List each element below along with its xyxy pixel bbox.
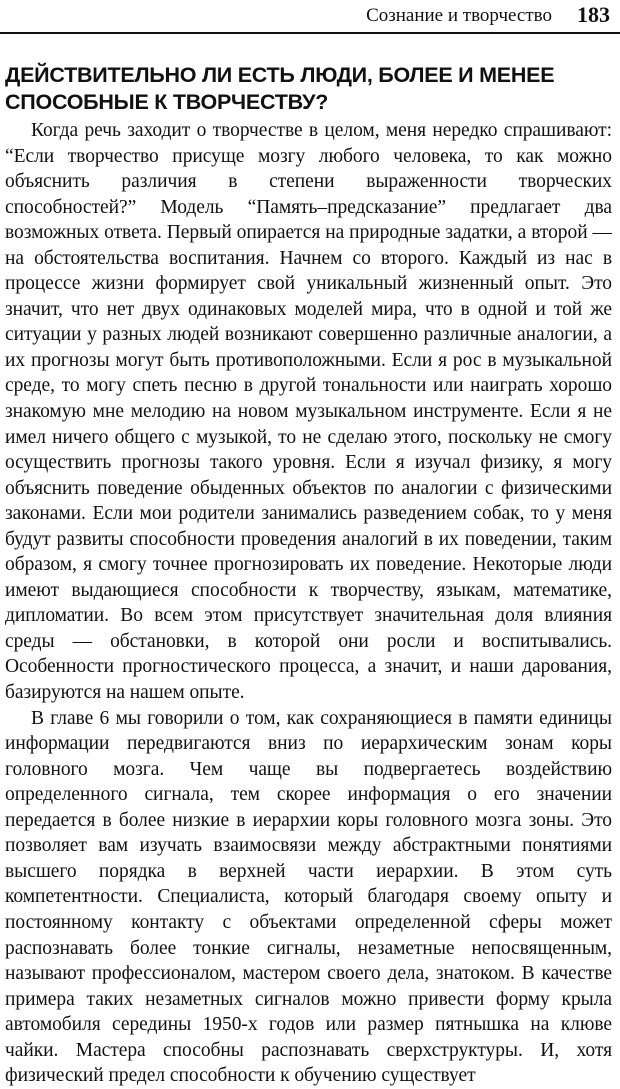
running-header — [0, 0, 620, 34]
section-heading: ДЕЙСТВИТЕЛЬНО ЛИ ЕСТЬ ЛЮДИ, БОЛЕЕ И МЕНЕЕ СПОСОБНЫЕ К ТВОРЧЕСТВУ? — [5, 63, 555, 114]
body-text — [5, 118, 612, 1089]
page-number: 183 — [577, 2, 610, 27]
paragraph-2: В главе 6 мы говорили о том, как сохраняющиеся в памяти единицы информации передвигаются вниз по иерархическим зонам коры головного мозга. Чем чаще вы подвергаетесь воздействию определенного сигнала, тем скорее информация о его значении передается в более низкие в иерархии коры головного мозга зоны. Это позволяет вам изучать взаимосвязи между абстрактными понятиями высшего порядка в верхней части иерархии. В этом суть компетентности. Специалиста, который благодаря своему опыту и постоянному контакту с объектами определенной сферы может распознавать более тонкие сигналы, незаметные непосвященным, называют профессионалом, мастером своего дела, знатоком. В качестве примера таких незаметных сигналов можно привести форму крыла автомобиля середины 1950-х годов или размер пятнышка на клюве чайки. Мастера способны распознавать сверхструктуры. И, хотя физический предел способности к обучению существует — [5, 707, 612, 1087]
paragraph-1: Когда речь заходит о творчестве в целом, меня нередко спрашивают: “Если творчество присуще мозгу любого человека, то как можно объяснить различия в степени выраженности творческих способностей?” Модель “Память–предсказание” предлагает два возможных ответа. Первый опирается на природные задатки, а второй — на обстоятельства воспитания. Начнем со второго. Каждый из нас в процессе жизни формирует свой уникальный жизненный опыт. Это значит, что нет двух одинаковых моделей мира, что в одной и той же ситуации у разных людей возникают совершенно различные аналогии, а их прогнозы могут быть противоположными. Если я рос в музыкальной среде, то могу спеть песню в другой тональности или наиграть хорошо знакомую мне мелодию на новом музыкальном инструменте. Если я не имел ничего общего с музыкой, то не сделаю этого, поскольку не смогу осуществить прогнозы такого уровня. Если я изучал физику, я могу объяснить поведение обыденных объектов по аналогии с физическими законами. Если мои родители занимались разведением собак, то у меня будут развиты способности проведения аналогий в их поведении, таким образом, я смогу точнее прогнозировать их поведение. Некоторые люди имеют выдающиеся способности к творчеству, языкам, математике, дипломатии. Во всем этом присутствует значительная доля влияния среды — обстановки, в которой они росли и воспитывались. Особенности прогностического процесса, а значит, и наши дарования, базируются на нашем опыте. — [5, 120, 612, 704]
running-title: Сознание и творчество — [366, 5, 552, 26]
